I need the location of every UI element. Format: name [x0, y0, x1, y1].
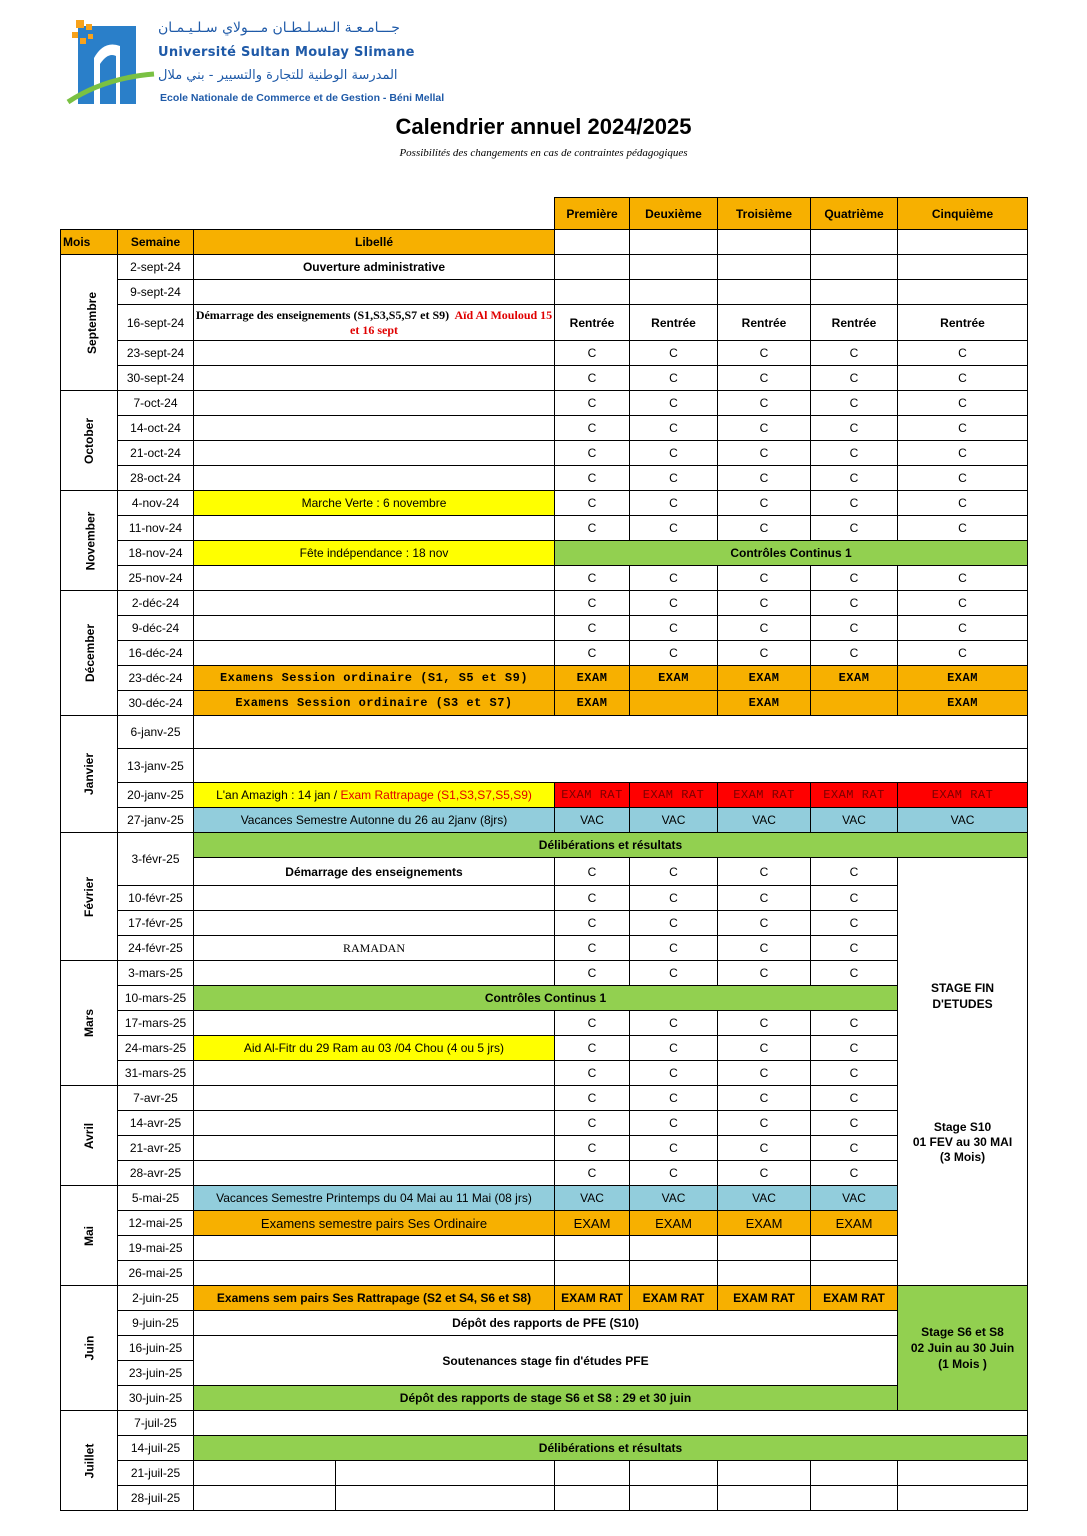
exam-rat-cell: EXAM RAT	[811, 1286, 898, 1311]
course-cell: C	[630, 1011, 718, 1036]
course-cell: C	[630, 516, 718, 541]
vac-cell: VAC	[555, 808, 630, 833]
level-header-row	[61, 198, 1028, 230]
label-cell: Examens sem pairs Ses Rattrapage (S2 et S4, S6 et S8)	[194, 1286, 555, 1311]
level-header: Quatrième	[811, 198, 898, 230]
month-cell: November	[61, 491, 118, 591]
course-cell: C	[811, 466, 898, 491]
course-cell: C	[718, 1086, 811, 1111]
week-cell: 17-févr-25	[118, 911, 194, 936]
exam-rat-cell: EXAM RAT	[555, 783, 630, 808]
table-row	[61, 255, 1028, 280]
course-cell: C	[630, 936, 718, 961]
exam-cell: EXAM	[898, 691, 1028, 716]
course-cell: C	[811, 441, 898, 466]
week-cell: 4-nov-24	[118, 491, 194, 516]
course-cell: C	[718, 1161, 811, 1186]
course-cell: C	[718, 416, 811, 441]
course-cell: C	[811, 1161, 898, 1186]
week-cell: 27-janv-25	[118, 808, 194, 833]
course-cell: C	[811, 936, 898, 961]
table-row	[61, 1086, 1028, 1111]
week-cell: 10-févr-25	[118, 886, 194, 911]
week-cell: 18-nov-24	[118, 541, 194, 566]
table-row	[61, 1486, 1028, 1511]
exam-rat-cell: EXAM RAT	[555, 1286, 630, 1311]
course-cell: C	[630, 1086, 718, 1111]
label-cell: Aid Al-Fitr du 29 Ram au 03 /04 Chou (4 ou 5 jrs)	[194, 1036, 555, 1061]
exam-rat-cell: EXAM RAT	[811, 783, 898, 808]
course-cell: C	[718, 591, 811, 616]
week-cell: 2-déc-24	[118, 591, 194, 616]
exam-cell: EXAM	[555, 691, 630, 716]
week-cell: 7-avr-25	[118, 1086, 194, 1111]
exam-cell: EXAM	[811, 1211, 898, 1236]
week-cell: 13-janv-25	[118, 749, 194, 783]
table-row	[61, 1111, 1028, 1136]
table-row	[61, 280, 1028, 305]
course-cell: C	[555, 366, 630, 391]
deliberation-band: Délibérations et résultats	[194, 1436, 1028, 1461]
exam-cell: EXAM	[898, 666, 1028, 691]
stage-s6s8-duration: (1 Mois )	[938, 1357, 987, 1371]
course-cell: C	[630, 911, 718, 936]
course-cell: C	[555, 886, 630, 911]
label-cell: Examens Session ordinaire (S1, S5 et S9)	[194, 666, 555, 691]
table-row	[61, 1161, 1028, 1186]
course-cell: C	[555, 466, 630, 491]
course-cell: C	[555, 566, 630, 591]
table-row	[61, 783, 1028, 808]
exam-cell: EXAM	[811, 666, 898, 691]
rentree-cell: Rentrée	[555, 305, 630, 341]
course-cell: C	[811, 1036, 898, 1061]
course-cell: C	[898, 416, 1028, 441]
course-cell: C	[630, 1061, 718, 1086]
month-cell: Mars	[61, 961, 118, 1086]
course-cell: C	[811, 911, 898, 936]
course-cell: C	[718, 1036, 811, 1061]
table-row	[61, 1061, 1028, 1086]
table-row	[61, 1236, 1028, 1261]
vac-cell: VAC	[718, 808, 811, 833]
table-row	[61, 911, 1028, 936]
stage-fin-etudes-label: STAGE FIN D'ETUDES	[930, 981, 995, 1011]
course-cell: C	[718, 961, 811, 986]
week-cell: 23-sept-24	[118, 341, 194, 366]
week-cell: 30-juin-25	[118, 1386, 194, 1411]
course-cell: C	[898, 516, 1028, 541]
week-cell: 10-mars-25	[118, 986, 194, 1011]
week-cell: 26-mai-25	[118, 1261, 194, 1286]
week-cell: 12-mai-25	[118, 1211, 194, 1236]
table-row	[61, 341, 1028, 366]
course-cell: C	[630, 961, 718, 986]
course-cell: C	[718, 858, 811, 886]
course-cell: C	[718, 1061, 811, 1086]
table-row	[61, 936, 1028, 961]
depot-pfe-label: Dépôt des rapports de PFE (S10)	[194, 1311, 898, 1336]
course-cell: C	[718, 566, 811, 591]
course-cell: C	[718, 1136, 811, 1161]
course-cell: C	[555, 616, 630, 641]
table-row	[61, 1261, 1028, 1286]
week-cell: 7-oct-24	[118, 391, 194, 416]
month-cell: Septembre	[61, 255, 118, 391]
week-cell: 30-sept-24	[118, 366, 194, 391]
course-cell: C	[718, 491, 811, 516]
exam-cell: EXAM	[630, 666, 718, 691]
table-row	[61, 858, 1028, 886]
vac-cell: VAC	[630, 1186, 718, 1211]
table-row	[61, 305, 1028, 341]
soutenances-label: Soutenances stage fin d'études PFE	[194, 1336, 898, 1386]
week-cell: 25-nov-24	[118, 566, 194, 591]
exam-rat-cell: EXAM RAT	[630, 1286, 718, 1311]
course-cell: C	[630, 591, 718, 616]
level-header: Deuxième	[630, 198, 718, 230]
table-row	[61, 833, 1028, 858]
rentree-cell: Rentrée	[898, 305, 1028, 341]
col-header-semaine: Semaine	[118, 230, 194, 255]
label-cell: Vacances Semestre Autonne du 26 au 2janv (8jrs)	[194, 808, 555, 833]
course-cell: C	[718, 1111, 811, 1136]
week-cell: 20-janv-25	[118, 783, 194, 808]
course-cell: C	[811, 641, 898, 666]
course-cell: C	[718, 886, 811, 911]
week-cell: 9-sept-24	[118, 280, 194, 305]
course-cell: C	[630, 1111, 718, 1136]
exam-rat-cell: EXAM RAT	[718, 1286, 811, 1311]
course-cell: C	[811, 1086, 898, 1111]
rentree-cell: Rentrée	[811, 305, 898, 341]
table-row	[61, 1436, 1028, 1461]
depot-s6s8-band: Dépôt des rapports de stage S6 et S8 : 29 et 30 juin	[194, 1386, 898, 1411]
course-cell: C	[811, 961, 898, 986]
course-cell: C	[718, 616, 811, 641]
course-cell: C	[630, 391, 718, 416]
course-cell: C	[718, 516, 811, 541]
school-name: Ecole Nationale de Commerce et de Gestion - Béni Mellal	[160, 92, 445, 104]
course-cell: C	[630, 1161, 718, 1186]
course-cell: C	[630, 416, 718, 441]
week-cell: 28-juil-25	[118, 1486, 194, 1511]
week-cell: 3-mars-25	[118, 961, 194, 986]
course-cell: C	[555, 911, 630, 936]
course-cell: C	[898, 391, 1028, 416]
week-cell: 30-déc-24	[118, 691, 194, 716]
course-cell: C	[811, 1011, 898, 1036]
table-row	[61, 1011, 1028, 1036]
table-row	[61, 716, 1028, 749]
week-cell: 23-déc-24	[118, 666, 194, 691]
vac-cell: VAC	[898, 808, 1028, 833]
week-cell: 21-avr-25	[118, 1136, 194, 1161]
table-row	[61, 1311, 1028, 1336]
table-row	[61, 491, 1028, 516]
course-cell: C	[555, 1061, 630, 1086]
week-cell: 19-mai-25	[118, 1236, 194, 1261]
table-row	[61, 566, 1028, 591]
month-cell: Juillet	[61, 1411, 118, 1511]
calendar-table	[60, 197, 1028, 1511]
course-cell: C	[898, 441, 1028, 466]
label-cell: RAMADAN	[194, 936, 555, 961]
university-name: Université Sultan Moulay Slimane	[158, 45, 415, 60]
course-cell: C	[630, 1036, 718, 1061]
course-cell: C	[718, 366, 811, 391]
table-row	[61, 808, 1028, 833]
course-cell: C	[630, 441, 718, 466]
course-cell: C	[555, 341, 630, 366]
vac-cell: VAC	[811, 1186, 898, 1211]
stage-s10-dates: 01 FEV au 30 MAI	[912, 1135, 1013, 1149]
week-cell: 14-avr-25	[118, 1111, 194, 1136]
month-cell: Juin	[61, 1286, 118, 1411]
course-cell: C	[811, 591, 898, 616]
week-cell: 16-déc-24	[118, 641, 194, 666]
table-row	[61, 441, 1028, 466]
course-cell: C	[630, 858, 718, 886]
stage-s10-title: Stage S10	[933, 1120, 992, 1134]
rentree-cell: Rentrée	[630, 305, 718, 341]
week-cell: 24-mars-25	[118, 1036, 194, 1061]
stage-s6s8-cell	[898, 1286, 1028, 1411]
course-cell: C	[718, 466, 811, 491]
course-cell: C	[630, 341, 718, 366]
course-cell: C	[630, 366, 718, 391]
course-cell: C	[630, 1136, 718, 1161]
table-row	[61, 416, 1028, 441]
label-cell: Ouverture administrative	[194, 255, 555, 280]
exam-cell: EXAM	[718, 666, 811, 691]
label-cell: Démarrage des enseignements	[194, 858, 555, 886]
course-cell: C	[811, 416, 898, 441]
level-header: Cinquième	[898, 198, 1028, 230]
table-row	[61, 641, 1028, 666]
course-cell: C	[630, 566, 718, 591]
exam-cell: EXAM	[555, 1211, 630, 1236]
course-cell: C	[811, 491, 898, 516]
course-cell: C	[555, 516, 630, 541]
week-cell: 14-oct-24	[118, 416, 194, 441]
label-cell: Démarrage des enseignements (S1,S3,S5,S7 et S9) Aïd Al Mouloud 15 et 16 sept	[194, 305, 555, 341]
course-cell: C	[555, 936, 630, 961]
week-cell: 16-juin-25	[118, 1336, 194, 1361]
course-cell: C	[811, 516, 898, 541]
exam-cell: EXAM	[718, 1211, 811, 1236]
arabic-school-name: المدرسة الوطنية للتجارة والتسيير - بني ملال	[158, 68, 398, 83]
table-row	[61, 749, 1028, 783]
course-cell: C	[630, 616, 718, 641]
week-cell: 17-mars-25	[118, 1011, 194, 1036]
course-cell: C	[630, 491, 718, 516]
course-cell: C	[811, 341, 898, 366]
course-cell: C	[555, 961, 630, 986]
label-cell: Examens Session ordinaire (S3 et S7)	[194, 691, 555, 716]
month-cell: Décember	[61, 591, 118, 716]
month-cell: Janvier	[61, 716, 118, 833]
course-cell: C	[555, 641, 630, 666]
course-cell: C	[811, 1061, 898, 1086]
course-cell: C	[898, 591, 1028, 616]
course-cell: C	[718, 391, 811, 416]
table-row	[61, 1186, 1028, 1211]
week-cell: 2-juin-25	[118, 1286, 194, 1311]
exam-cell: EXAM	[718, 691, 811, 716]
exam-cell: EXAM	[555, 666, 630, 691]
course-cell: C	[898, 466, 1028, 491]
course-cell: C	[555, 391, 630, 416]
course-cell: C	[555, 491, 630, 516]
course-cell: C	[555, 1136, 630, 1161]
table-row	[61, 1136, 1028, 1161]
week-cell: 2-sept-24	[118, 255, 194, 280]
exam-rat-cell: EXAM RAT	[898, 783, 1028, 808]
label-cell: Marche Verte : 6 novembre	[194, 491, 555, 516]
exam-cell: EXAM	[630, 1211, 718, 1236]
month-cell: Mai	[61, 1186, 118, 1286]
week-cell: 14-juil-25	[118, 1436, 194, 1461]
table-row	[61, 366, 1028, 391]
week-cell: 6-janv-25	[118, 716, 194, 749]
course-cell: C	[555, 1086, 630, 1111]
week-cell: 23-juin-25	[118, 1361, 194, 1386]
week-cell: 31-mars-25	[118, 1061, 194, 1086]
week-cell: 7-juil-25	[118, 1411, 194, 1436]
table-row	[61, 691, 1028, 716]
week-cell: 9-juin-25	[118, 1311, 194, 1336]
week-cell: 21-oct-24	[118, 441, 194, 466]
page-title: Calendrier annuel 2024/2025	[395, 114, 692, 139]
course-cell: C	[811, 391, 898, 416]
course-cell: C	[898, 566, 1028, 591]
course-cell: C	[718, 641, 811, 666]
course-cell: C	[898, 491, 1028, 516]
course-cell: C	[811, 566, 898, 591]
week-cell: 11-nov-24	[118, 516, 194, 541]
course-cell: C	[630, 886, 718, 911]
table-row	[61, 1036, 1028, 1061]
course-cell: C	[555, 591, 630, 616]
vac-cell: VAC	[718, 1186, 811, 1211]
table-row	[61, 466, 1028, 491]
course-cell: C	[555, 416, 630, 441]
week-cell: 3-févr-25	[118, 833, 194, 886]
course-cell: C	[718, 1011, 811, 1036]
course-cell: C	[898, 341, 1028, 366]
rentree-cell: Rentrée	[718, 305, 811, 341]
stage-s10-cell	[898, 858, 1028, 1286]
stage-s10-duration: (3 Mois)	[939, 1150, 986, 1164]
vac-cell: VAC	[811, 808, 898, 833]
exam-rat-cell: EXAM RAT	[718, 783, 811, 808]
table-row	[61, 591, 1028, 616]
table-row	[61, 516, 1028, 541]
table-row	[61, 986, 1028, 1011]
table-row	[61, 961, 1028, 986]
table-row	[61, 391, 1028, 416]
week-cell: 9-déc-24	[118, 616, 194, 641]
week-cell: 16-sept-24	[118, 305, 194, 341]
course-cell: C	[898, 616, 1028, 641]
label-cell: Examens semestre pairs Ses Ordinaire	[194, 1211, 555, 1236]
course-cell: C	[630, 641, 718, 666]
course-cell: C	[811, 886, 898, 911]
level-header: Première	[555, 198, 630, 230]
week-cell: 21-juil-25	[118, 1461, 194, 1486]
col-header-mois: Mois	[61, 230, 118, 255]
page-subtitle: Possibilités des changements en cas de contraintes pédagogiques	[399, 147, 688, 159]
exam-rat-cell: EXAM RAT	[630, 783, 718, 808]
course-cell: C	[555, 1161, 630, 1186]
course-cell: C	[718, 441, 811, 466]
table-row	[61, 1461, 1028, 1486]
level-header: Troisième	[718, 198, 811, 230]
stage-s6s8-dates: 02 Juin au 30 Juin	[910, 1341, 1015, 1355]
course-cell: C	[718, 936, 811, 961]
logo-emblem-icon	[64, 18, 160, 108]
week-cell: 28-oct-24	[118, 466, 194, 491]
course-cell: C	[555, 1111, 630, 1136]
course-cell: C	[555, 441, 630, 466]
month-cell: Février	[61, 833, 118, 961]
table-row	[61, 1336, 1028, 1361]
course-cell: C	[718, 341, 811, 366]
course-cell: C	[811, 858, 898, 886]
deliberation-band: Délibérations et résultats	[194, 833, 1028, 858]
column-header-row	[61, 230, 1028, 255]
vac-cell: VAC	[555, 1186, 630, 1211]
month-cell: Avril	[61, 1086, 118, 1186]
cc1-band: Contrôles Continus 1	[194, 986, 898, 1011]
vac-cell: VAC	[630, 808, 718, 833]
table-row	[61, 666, 1028, 691]
course-cell: C	[555, 1011, 630, 1036]
label-cell: Vacances Semestre Printemps du 04 Mai au 11 Mai (08 jrs)	[194, 1186, 555, 1211]
course-cell: C	[898, 366, 1028, 391]
col-header-libelle: Libellé	[194, 230, 555, 255]
table-row	[61, 616, 1028, 641]
table-row	[61, 886, 1028, 911]
stage-s6s8-title: Stage S6 et S8	[921, 1325, 1004, 1339]
month-cell: October	[61, 391, 118, 491]
course-cell: C	[555, 1036, 630, 1061]
course-cell: C	[718, 911, 811, 936]
cc1-band: Contrôles Continus 1	[555, 541, 1028, 566]
week-cell: 28-avr-25	[118, 1161, 194, 1186]
label-cell: L'an Amazigh : 14 jan / Exam Rattrapage (S1,S3,S7,S5,S9)	[194, 783, 555, 808]
course-cell: C	[630, 466, 718, 491]
arabic-university-name: جـــامـعـة الـسـلـطـان مـــولاي سـلـيـمـان	[158, 20, 400, 36]
course-cell: C	[555, 858, 630, 886]
table-row	[61, 1386, 1028, 1411]
table-row	[61, 541, 1028, 566]
table-row	[61, 1286, 1028, 1311]
table-row	[61, 1411, 1028, 1436]
course-cell: C	[811, 366, 898, 391]
course-cell: C	[898, 641, 1028, 666]
table-row	[61, 1211, 1028, 1236]
week-cell: 5-mai-25	[118, 1186, 194, 1211]
week-cell: 24-févr-25	[118, 936, 194, 961]
course-cell: C	[811, 1111, 898, 1136]
course-cell: C	[811, 616, 898, 641]
course-cell: C	[811, 1136, 898, 1161]
label-cell: Fête indépendance : 18 nov	[194, 541, 555, 566]
